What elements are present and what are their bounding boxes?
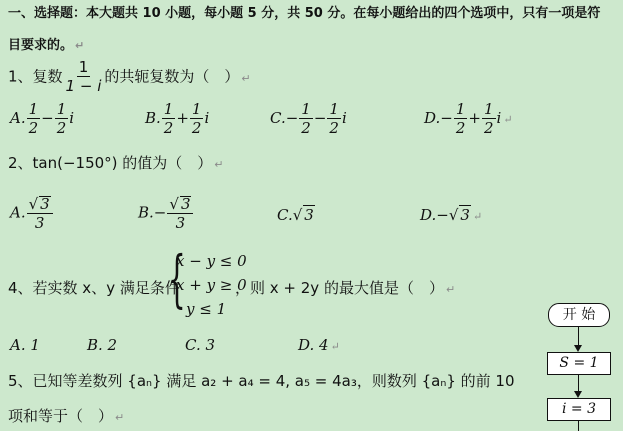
- flowchart-start-label: 开 始: [562, 307, 596, 323]
- q5-stem: [8, 370, 515, 391]
- q2-stem: [8, 152, 224, 173]
- q2-option-label: D.: [420, 206, 437, 224]
- frac-num: 1: [28, 100, 39, 118]
- q1-half: [27, 102, 41, 136]
- q4-condition-3: y ≤ 1: [186, 300, 227, 318]
- q1-option-label: A.: [10, 109, 26, 127]
- q1-option-op: +: [468, 109, 481, 127]
- q1-option-d[interactable]: [424, 102, 513, 136]
- q1-option-op: −: [41, 109, 54, 127]
- brace-symbol: {: [168, 242, 186, 315]
- q4-stem-suffix: [235, 277, 455, 298]
- section-heading-cont: [8, 34, 84, 53]
- frac-den: 2: [329, 119, 339, 137]
- q2-option-label: A.: [10, 203, 26, 222]
- q1-option-tail: i: [496, 109, 502, 127]
- q4-option-text: B. 2: [87, 336, 118, 354]
- q2-option-b[interactable]: [138, 196, 194, 231]
- paragraph-mark: ↵: [330, 340, 340, 353]
- sqrt-radicand: 3: [304, 206, 314, 224]
- q1-option-tail: i: [69, 109, 75, 127]
- frac-num: 1: [455, 100, 466, 118]
- paragraph-mark: ↵: [75, 39, 85, 52]
- paragraph-mark: ↵: [472, 210, 483, 223]
- q1-half: [482, 102, 496, 136]
- q1-option-tail: i: [341, 109, 347, 127]
- paragraph-mark: ↵: [445, 283, 456, 296]
- frac-den: 2: [163, 119, 174, 137]
- q4-option-c[interactable]: [185, 336, 215, 354]
- section-heading: [8, 2, 600, 21]
- frac-den: 2: [483, 119, 494, 137]
- q2-frac-num: √ 3: [27, 196, 53, 214]
- q2-option-a[interactable]: [10, 196, 54, 231]
- frac-num: 1: [329, 100, 339, 118]
- q2-stem-text: 2、tan(−150°) 的值为（ ）: [8, 154, 213, 172]
- frac-num: 1: [56, 100, 67, 118]
- frac-num: 1: [483, 100, 494, 118]
- flowchart-connector: [578, 326, 579, 346]
- q5-stem-cont-text: 项和等于（ ）: [8, 407, 114, 425]
- q1-frac-num: 1: [78, 58, 89, 76]
- q1-half: [162, 102, 176, 136]
- q2-option-label: C.: [277, 206, 293, 224]
- q1-half: [55, 102, 69, 136]
- q1-frac-den: 1 − i: [65, 77, 102, 95]
- q1-half: [327, 102, 341, 136]
- q4-option-text: C. 3: [185, 336, 216, 354]
- frac-num: 1: [301, 100, 311, 118]
- q5-stem-text: 5、已知等差数列 {aₙ} 满足 a₂ + a₄ = 4, a₅ = 4a₃，则数列 {aₙ} 的前 10: [8, 372, 515, 390]
- q4-option-text: A. 1: [10, 336, 40, 354]
- q4-option-text: D. 4: [298, 336, 329, 354]
- q1-option-op: +: [176, 109, 189, 127]
- flowchart-s-init-node: [547, 352, 611, 375]
- paragraph-mark: ↵: [214, 158, 224, 171]
- frac-den: 2: [28, 119, 39, 137]
- q4-stem-prefix: [8, 277, 180, 298]
- q1-stem-prefix: 1、复数: [8, 67, 63, 86]
- q5-stem-cont: [8, 405, 124, 426]
- q4-option-b[interactable]: [87, 336, 117, 354]
- q2-frac-num: √ 3: [167, 196, 193, 214]
- flowchart-start-node: [548, 303, 610, 327]
- q2-fraction: [167, 196, 193, 231]
- q1-stem: [8, 60, 251, 94]
- flowchart-i-init-node: [547, 398, 611, 421]
- q1-option-label: B.: [145, 109, 161, 127]
- q1-fraction: [64, 60, 104, 94]
- sqrt-radicand: 3: [460, 206, 470, 224]
- frac-den: 2: [455, 119, 466, 137]
- q1-option-op: −: [313, 109, 327, 127]
- frac-den: 2: [56, 119, 67, 137]
- q4-condition-2: x + y ≥ 0: [176, 276, 247, 294]
- q2-frac-den: 3: [175, 214, 186, 232]
- q2-option-sign: −: [153, 203, 167, 222]
- q1-option-a[interactable]: [10, 102, 74, 136]
- q1-option-sign: −: [285, 109, 299, 127]
- q1-option-c[interactable]: [270, 102, 347, 136]
- frac-den: 2: [301, 119, 311, 137]
- q4-stem-suffix-text: ，则 x + 2y 的最大值是（ ）: [235, 279, 444, 297]
- q2-option-label: B.: [138, 203, 154, 222]
- frac-den: 2: [191, 119, 202, 137]
- q1-half: [299, 102, 313, 136]
- frac-num: 1: [191, 100, 202, 118]
- flowchart-arrow-icon: [574, 391, 582, 398]
- q2-option-d[interactable]: D.−√ 3 ↵: [420, 206, 483, 224]
- section-heading-text: 一、选择题：本大题共 10 小题，每小题 5 分，共 50 分。在每小题给出的四个选项中，只有一项是符: [8, 6, 601, 21]
- q1-option-tail: i: [204, 109, 210, 127]
- q2-option-c[interactable]: C.√ 3: [277, 206, 314, 224]
- flowchart-s-init-label: S = 1: [559, 355, 599, 371]
- q4-option-a[interactable]: [10, 336, 40, 354]
- q4-condition-1: x − y ≤ 0: [176, 252, 247, 270]
- paragraph-mark: ↵: [241, 71, 251, 85]
- frac-num: 1: [163, 100, 174, 118]
- paragraph-mark: ↵: [503, 113, 513, 126]
- q1-option-sign: −: [440, 109, 453, 127]
- flowchart-i-init-label: i = 3: [561, 401, 596, 417]
- q2-frac-den: 3: [34, 214, 45, 232]
- q2-option-sign: −: [436, 206, 449, 224]
- sqrt-radicand: 3: [180, 195, 191, 213]
- q1-half: [454, 102, 468, 136]
- q1-option-label: D.: [424, 109, 441, 127]
- paragraph-mark: ↵: [115, 411, 125, 424]
- section-heading-cont-text: 目要求的。: [8, 38, 74, 53]
- q2-fraction: [27, 196, 53, 231]
- flowchart-arrow-icon: [574, 345, 582, 352]
- flowchart-connector: [578, 420, 579, 431]
- q4-stem-prefix-text: 4、若实数 x、y 满足条件: [8, 279, 180, 297]
- q1-option-label: C.: [270, 109, 286, 127]
- sqrt-radicand: 3: [40, 195, 50, 213]
- q1-stem-suffix: 的共轭复数为（ ）: [104, 67, 240, 86]
- q1-half: [190, 102, 204, 136]
- q4-option-d[interactable]: [298, 336, 340, 354]
- q1-option-b[interactable]: [145, 102, 209, 136]
- flowchart-connector: [578, 374, 579, 392]
